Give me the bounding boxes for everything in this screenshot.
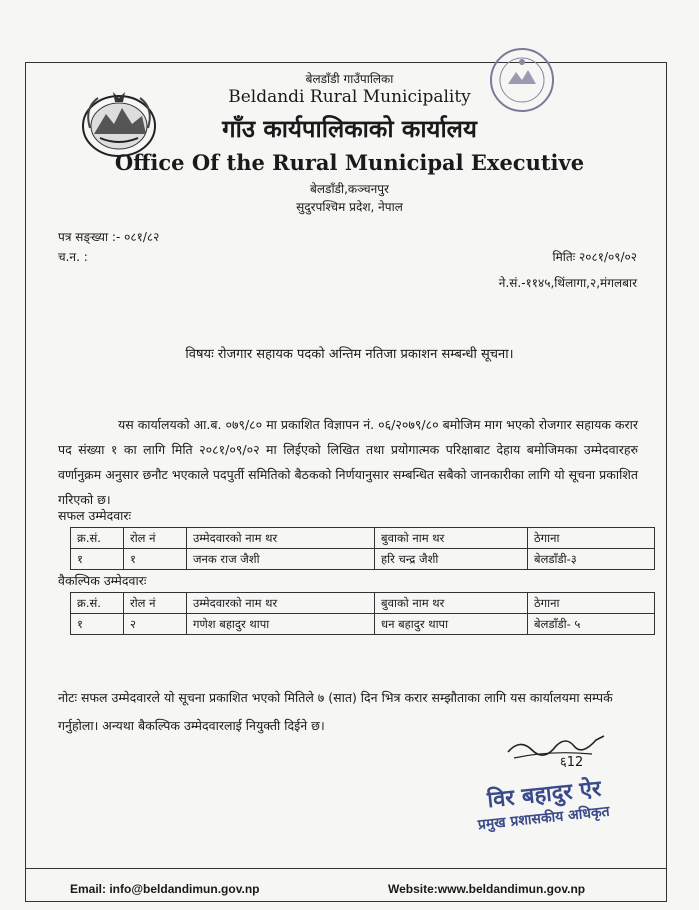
dispatch-number: च.न. : (58, 250, 88, 264)
table-row (71, 549, 655, 570)
footer-divider (25, 868, 667, 869)
notice-body-text: यस कार्यालयको आ.ब. ०७९/८० मा प्रकाशित विज्ञापन नं. ०६/२०७९/८० बमोजिम माग भएको रोजगार सहायक करार पद संख्या १ का लागि मिति २०८१/०९/०२ मा लिईएको लिखित तथा प्रयोगात्मक परिक्षाबाट देहाय बमोजिमका उम्मेदवारहरु वर्णानुक्रम अनुसार छनौट भएकाले पदपुर्ती समितिको बैठकको निर्णयानुसार सम्बन्धित सबैको जानकारीका लागि यो सूचना प्रकाशित गरिएको छ। (58, 417, 638, 507)
letter-number: पत्र सङ्ख्या :- ०८१/८२ (58, 230, 160, 244)
municipality-name-english: Beldandi Rural Municipality (228, 87, 471, 107)
office-title-english: Office Of the Rural Municipal Executive (114, 150, 585, 175)
col-name-header: उम्मेदवारको नाम थर (187, 528, 375, 549)
cell-address: बेलडाँडी- ५ (528, 614, 655, 635)
col-sn-header: क्र.सं. (71, 528, 124, 549)
col-name-header: उम्मेदवारको नाम थर (187, 593, 375, 614)
col-sn-header: क्र.सं. (71, 593, 124, 614)
cell-father: हरि चन्द्र जैशी (375, 549, 528, 570)
alternate-candidates-label: वैकल्पिक उम्मेदवारः (58, 573, 147, 588)
nepal-sambat-date: ने.सं.-११४५,थिंलागा,२,मंगलबार (498, 276, 637, 290)
table-row (71, 614, 655, 635)
address-line-2: सुदुरपश्चिम प्रदेश, नेपाल (296, 200, 403, 214)
footer-email[interactable]: Email: info@beldandimun.gov.np (70, 882, 260, 896)
col-father-header: बुवाको नाम थर (375, 593, 528, 614)
successful-candidates-label: सफल उम्मेदवारः (58, 508, 132, 523)
col-address-header: ठेगाना (528, 593, 655, 614)
cell-father: धन बहादुर थापा (375, 614, 528, 635)
col-father-header: बुवाको नाम थर (375, 528, 528, 549)
col-roll-header: रोल नं (124, 528, 187, 549)
notice-body (58, 412, 638, 512)
col-roll-header: रोल नं (124, 593, 187, 614)
cell-sn: १ (71, 614, 124, 635)
address-line-1: बेलडाँडी,कञ्चनपुर (310, 182, 389, 196)
col-address-header: ठेगाना (528, 528, 655, 549)
municipality-name-nepali: बेलडाँडी गाउँपालिका (305, 72, 394, 86)
notice-subject: विषयः रोजगार सहायक पदको अन्तिम नतिजा प्रकाशन सम्बन्धी सूचना। (185, 347, 514, 362)
cell-name: जनक राज जैशी (187, 549, 375, 570)
issue-date: मितिः २०८१/०९/०२ (552, 250, 637, 264)
cell-address: बेलडाँडी-३ (528, 549, 655, 570)
footer-website[interactable]: Website:www.beldandimun.gov.np (388, 882, 586, 896)
table-header-row (71, 528, 655, 549)
signature-number: ६12 (560, 755, 584, 770)
cell-roll: २ (124, 614, 187, 635)
handwritten-signature-icon (500, 724, 610, 774)
cell-roll: १ (124, 549, 187, 570)
office-title-nepali: गाँउ कार्यपालिकाको कार्यालय (222, 115, 477, 143)
signatory-name: विर बहादुर ऐर (486, 776, 603, 814)
successful-candidates-table (70, 527, 655, 570)
alternate-candidates-table (70, 592, 655, 635)
table-header-row (71, 593, 655, 614)
cell-name: गणेश बहादुर थापा (187, 614, 375, 635)
notice-note: नोटः सफल उम्मेदवारले यो सूचना प्रकाशित भएको मितिले ७ (सात) दिन भित्र करार सम्झौताका लागि यस कार्यालयमा सम्पर्क गर्नुहोला। अन्यथा बैकल्पिक उम्मेदवारलाई नियुक्ती दिईने छ। (58, 690, 613, 733)
signatory-designation: प्रमुख प्रशासकीय अधिकृत (477, 803, 611, 834)
cell-sn: १ (71, 549, 124, 570)
